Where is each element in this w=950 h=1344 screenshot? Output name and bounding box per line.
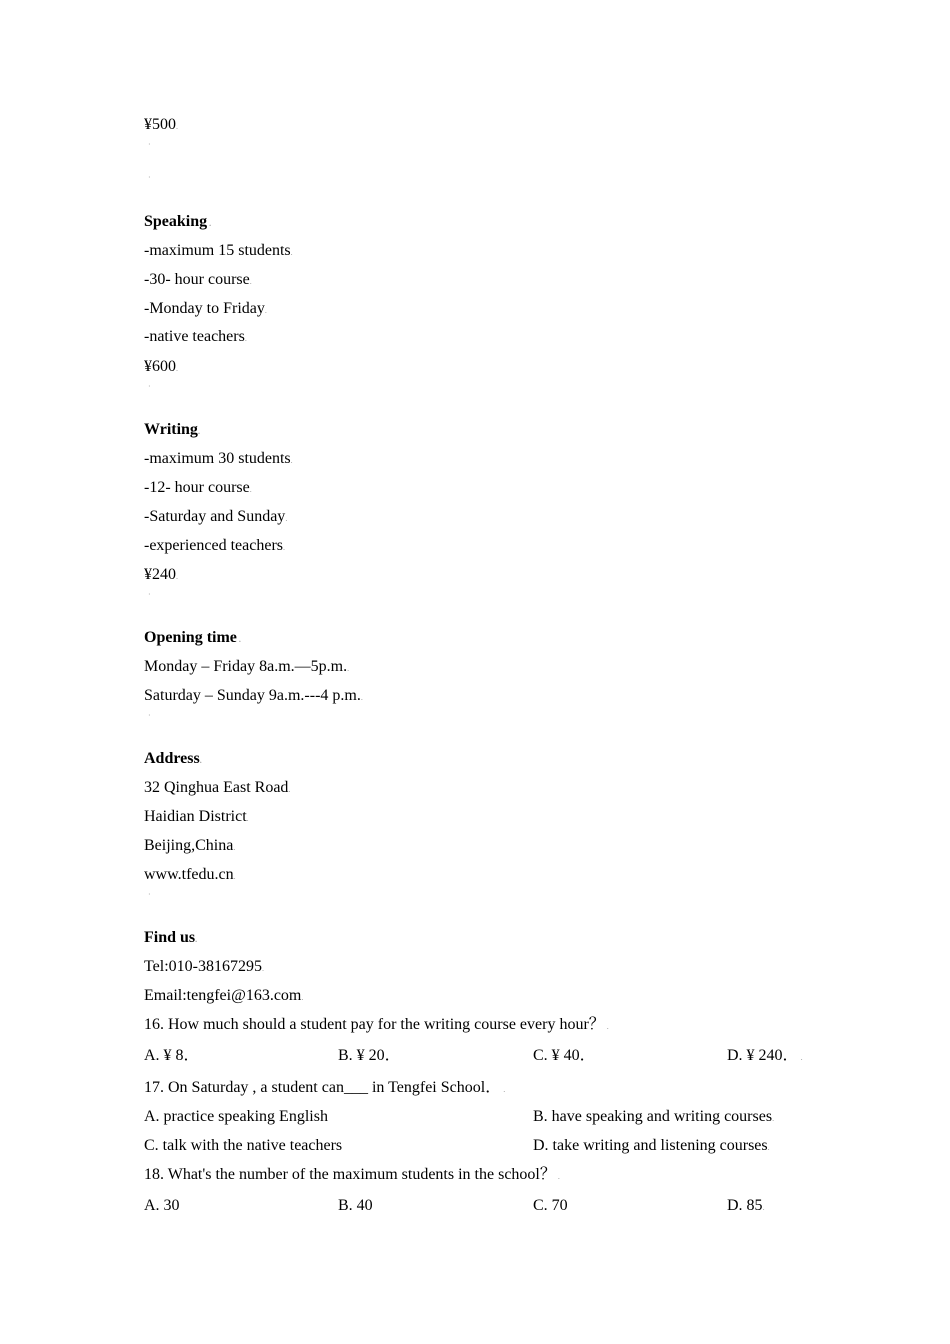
paragraph-mark: ·	[148, 890, 151, 899]
writing-price: ¥240.	[144, 566, 178, 583]
question-18: 18. What's the number of the maximum students in the school？ .	[144, 1166, 560, 1183]
address-line: Beijing,China.	[144, 837, 236, 854]
paragraph-mark: ·	[148, 590, 151, 599]
q18-option-d: D. 85.	[727, 1197, 765, 1214]
opening-line: Monday – Friday 8a.m.—5p.m..	[144, 658, 350, 675]
paragraph-mark: ·	[148, 382, 151, 391]
question-17: 17. On Saturday , a student can___ in Tengfei School． .	[144, 1079, 506, 1096]
q16-option-b: B. ¥ 20．	[338, 1047, 401, 1064]
q17-option-c: C. talk with the native teachers	[144, 1137, 343, 1154]
writing-heading: Writing.	[144, 421, 200, 438]
opening-heading: Opening time .	[144, 629, 241, 646]
writing-line: -experienced teachers.	[144, 537, 286, 554]
address-website: www.tfedu.cn.	[144, 866, 236, 883]
q16-option-c: C. ¥ 40．	[533, 1047, 596, 1064]
speaking-line: -maximum 15 students.	[144, 242, 293, 259]
q17-option-d: D. take writing and listening courses.	[533, 1137, 770, 1154]
q18-option-c: C. 70	[533, 1197, 568, 1214]
q17-option-a: A. practice speaking English	[144, 1108, 328, 1125]
q16-option-d: D. ¥ 240． .	[727, 1047, 803, 1064]
find-us-heading: Find us.	[144, 929, 198, 946]
writing-line: -maximum 30 students.	[144, 450, 293, 467]
writing-line: -Saturday and Sunday.	[144, 508, 288, 525]
speaking-line: -30- hour course.	[144, 271, 252, 288]
q18-option-a: A. 30	[144, 1197, 180, 1214]
opening-line: Saturday – Sunday 9a.m.---4 p.m..	[144, 687, 363, 704]
writing-line: -12- hour course.	[144, 479, 252, 496]
address-line: 32 Qinghua East Road.	[144, 779, 291, 796]
price-top: ¥500.	[144, 116, 178, 133]
q17-option-b: B. have speaking and writing courses.	[533, 1108, 775, 1125]
speaking-price: ¥600.	[144, 358, 178, 375]
question-16: 16. How much should a student pay for the writing course every hour？ .	[144, 1016, 609, 1033]
paragraph-mark: ·	[148, 173, 151, 182]
speaking-line: -Monday to Friday.	[144, 300, 267, 317]
q18-option-b: B. 40	[338, 1197, 373, 1214]
paragraph-mark: ·	[148, 140, 151, 149]
q16-option-a: A. ¥ 8．	[144, 1047, 200, 1064]
paragraph-mark: ·	[148, 711, 151, 720]
address-heading: Address.	[144, 750, 202, 767]
speaking-line: -native teachers.	[144, 328, 247, 345]
address-line: Haidian District.	[144, 808, 249, 825]
phone-line: Tel:010-38167295.	[144, 958, 264, 975]
email-line: Email:tengfei@163.com.	[144, 987, 304, 1004]
speaking-heading: Speaking .	[144, 213, 212, 230]
